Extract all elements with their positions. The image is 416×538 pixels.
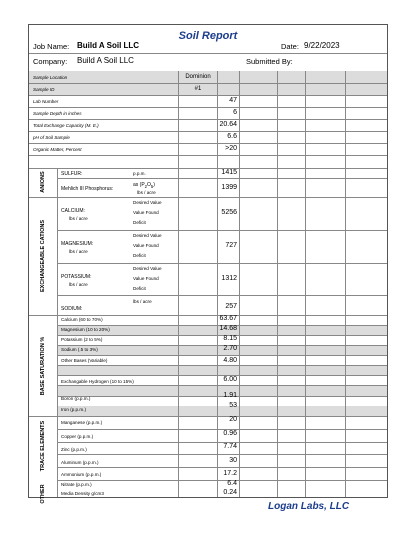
col-line-3 xyxy=(239,71,240,497)
trace-section-label: TRACE ELEMENTS xyxy=(40,420,46,472)
date-label: Date: xyxy=(281,42,299,51)
sample-location-label: Sample Location xyxy=(33,75,68,80)
organic-matter-label: Organic Matter, Percent xyxy=(33,147,82,152)
row-line xyxy=(57,355,387,356)
results-table xyxy=(29,71,387,504)
magnesium-found: Value Found xyxy=(133,243,159,248)
potassium-unit: lbs / acre xyxy=(69,282,88,287)
row-line xyxy=(29,197,387,198)
boron-label: Boron (p.p.m.) xyxy=(61,396,91,401)
sample-depth-label: Sample Depth in inches xyxy=(33,111,82,116)
copper-value: 0.96 xyxy=(223,430,237,437)
bs-calcium-label: Calcium (60 to 70%) xyxy=(61,317,103,322)
ammonium-value: 17.2 xyxy=(223,470,237,477)
potassium-desired: Desired Value xyxy=(133,266,162,271)
manganese-label: Manganese (p.p.m.) xyxy=(61,420,103,425)
col-line-5 xyxy=(305,71,306,497)
sodium-value: 257 xyxy=(225,303,237,310)
density-value: 0.24 xyxy=(223,489,237,496)
sample-id-value: #1 xyxy=(194,86,202,92)
bs-magnesium-value: 14.68 xyxy=(219,325,237,332)
sample-id-label: Sample ID xyxy=(33,87,55,92)
copper-label: Copper (p.p.m.) xyxy=(61,434,94,439)
row-line xyxy=(57,365,387,366)
calcium-deficit: Deficit xyxy=(133,220,146,225)
nitrate-label: Nitrate (p.p.m.) xyxy=(61,482,92,487)
sample-location-value: Dominion xyxy=(185,74,211,80)
sulfur-label: SULFUR: xyxy=(61,171,83,177)
submitted-by-label: Submitted By: xyxy=(246,57,293,66)
sulfur-unit: p.p.m. xyxy=(133,171,146,176)
potassium-deficit: Deficit xyxy=(133,286,146,291)
zinc-label: Zinc (p.p.m.) xyxy=(61,447,87,452)
row-line xyxy=(29,95,387,96)
bs-potassium-value: 8.15 xyxy=(223,335,237,342)
bs-sodium-value: 2.70 xyxy=(223,345,237,352)
company-value: Build A Soil LLC xyxy=(77,56,134,65)
bs-other-value: 4.80 xyxy=(223,357,237,364)
bs-sodium-label: Sodium (.5 to 3%) xyxy=(61,347,98,352)
company-label: Company: xyxy=(33,57,68,66)
row-line xyxy=(57,385,387,386)
aluminum-value: 30 xyxy=(229,457,237,464)
organic-matter-value: >20 xyxy=(225,145,237,152)
row-line xyxy=(29,143,387,144)
report-title: Soil Report xyxy=(178,30,238,42)
ph-label: pH of Soil Sample xyxy=(33,135,70,140)
aluminum-label: Aluminum (p.p.m.) xyxy=(61,460,99,465)
magnesium-unit: lbs / acre xyxy=(69,249,88,254)
row-line xyxy=(29,83,387,84)
manganese-value: 20 xyxy=(229,416,237,423)
row-line xyxy=(57,230,387,231)
row-line xyxy=(57,295,387,296)
calcium-value: 5256 xyxy=(221,209,237,216)
base-saturation-section-label: BASE SATURATION % xyxy=(40,336,46,396)
soil-report xyxy=(28,24,388,504)
density-label: Media Density g/cm3 xyxy=(61,491,104,496)
phosphorus-unit-lbs: lbs / acre xyxy=(137,190,156,195)
bs-hydrogen-value: 6.00 xyxy=(223,376,237,383)
row-line xyxy=(29,107,387,108)
row-line xyxy=(29,119,387,120)
phosphorus-unit: as $(P_2O_5)$ xyxy=(133,182,155,189)
magnesium-label: MAGNESIUM: xyxy=(61,241,94,247)
magnesium-desired: Desired Value xyxy=(133,233,162,238)
lab-number-label: Lab Number xyxy=(33,99,59,104)
phosphorus-label: Mehlich III Phosphorus: xyxy=(61,186,114,192)
footer-brand: Logan Labs, LLC xyxy=(268,501,350,512)
other-section-label: OTHER xyxy=(40,484,46,504)
sodium-unit: lbs / acre xyxy=(133,299,152,304)
job-name-value: Build A Soil LLC xyxy=(77,41,140,50)
header-divider xyxy=(29,53,387,54)
calcium-unit: lbs / acre xyxy=(69,216,88,221)
col-line-4 xyxy=(277,71,278,497)
row-line xyxy=(57,178,387,179)
row-line xyxy=(29,155,387,156)
phosphorus-value: 1399 xyxy=(221,184,237,191)
bs-magnesium-label: Magnesium (10 to 20%) xyxy=(61,327,110,332)
potassium-found: Value Found xyxy=(133,276,159,281)
sodium-label: SODIUM: xyxy=(61,306,83,312)
row-line xyxy=(29,131,387,132)
magnesium-value: 727 xyxy=(225,242,237,249)
bs-calcium-value: 63.67 xyxy=(219,315,237,322)
tec-value: 20.64 xyxy=(219,121,237,128)
nitrate-value: 6.4 xyxy=(227,480,237,487)
date-value: 9/22/2023 xyxy=(304,41,340,50)
tec-label: Total Exchange Capacity (M. E.) xyxy=(33,123,99,128)
calcium-label: CALCIUM: xyxy=(61,208,85,214)
bs-hydrogen-label: Exchangable Hydrogen (10 to 15%) xyxy=(61,379,134,384)
job-name-label: Job Name: xyxy=(33,42,70,51)
row-line xyxy=(57,467,387,468)
potassium-label: POTASSIUM: xyxy=(61,274,92,280)
anions-section-label: ANIONS xyxy=(40,171,46,193)
sulfur-value: 1415 xyxy=(221,169,237,176)
calcium-desired: Desired Value xyxy=(133,200,162,205)
bs-other-label: Other Bases (Variable) xyxy=(61,358,108,363)
sample-depth-value: 6 xyxy=(233,109,237,116)
potassium-value: 1312 xyxy=(221,275,237,282)
ammonium-label: Ammonium (p.p.m.) xyxy=(61,472,102,477)
bs-potassium-label: Potassium (2 to 5%) xyxy=(61,337,103,342)
col-line-6 xyxy=(345,71,346,497)
iron-label: Iron (p.p.m.) xyxy=(61,407,87,412)
bs-shade-3 xyxy=(57,365,387,375)
lab-number-value: 47 xyxy=(229,97,237,104)
section-line xyxy=(57,168,58,497)
calcium-found: Value Found xyxy=(133,210,159,215)
iron-value: 53 xyxy=(229,402,237,409)
row-line xyxy=(57,263,387,264)
magnesium-deficit: Deficit xyxy=(133,253,146,258)
boron-value: 1.91 xyxy=(223,392,237,399)
row-line xyxy=(57,454,387,455)
ph-value: 6.6 xyxy=(227,133,237,140)
cations-section-label: EXCHANGEABLE CATIONS xyxy=(40,220,46,293)
zinc-value: 7.74 xyxy=(223,443,237,450)
